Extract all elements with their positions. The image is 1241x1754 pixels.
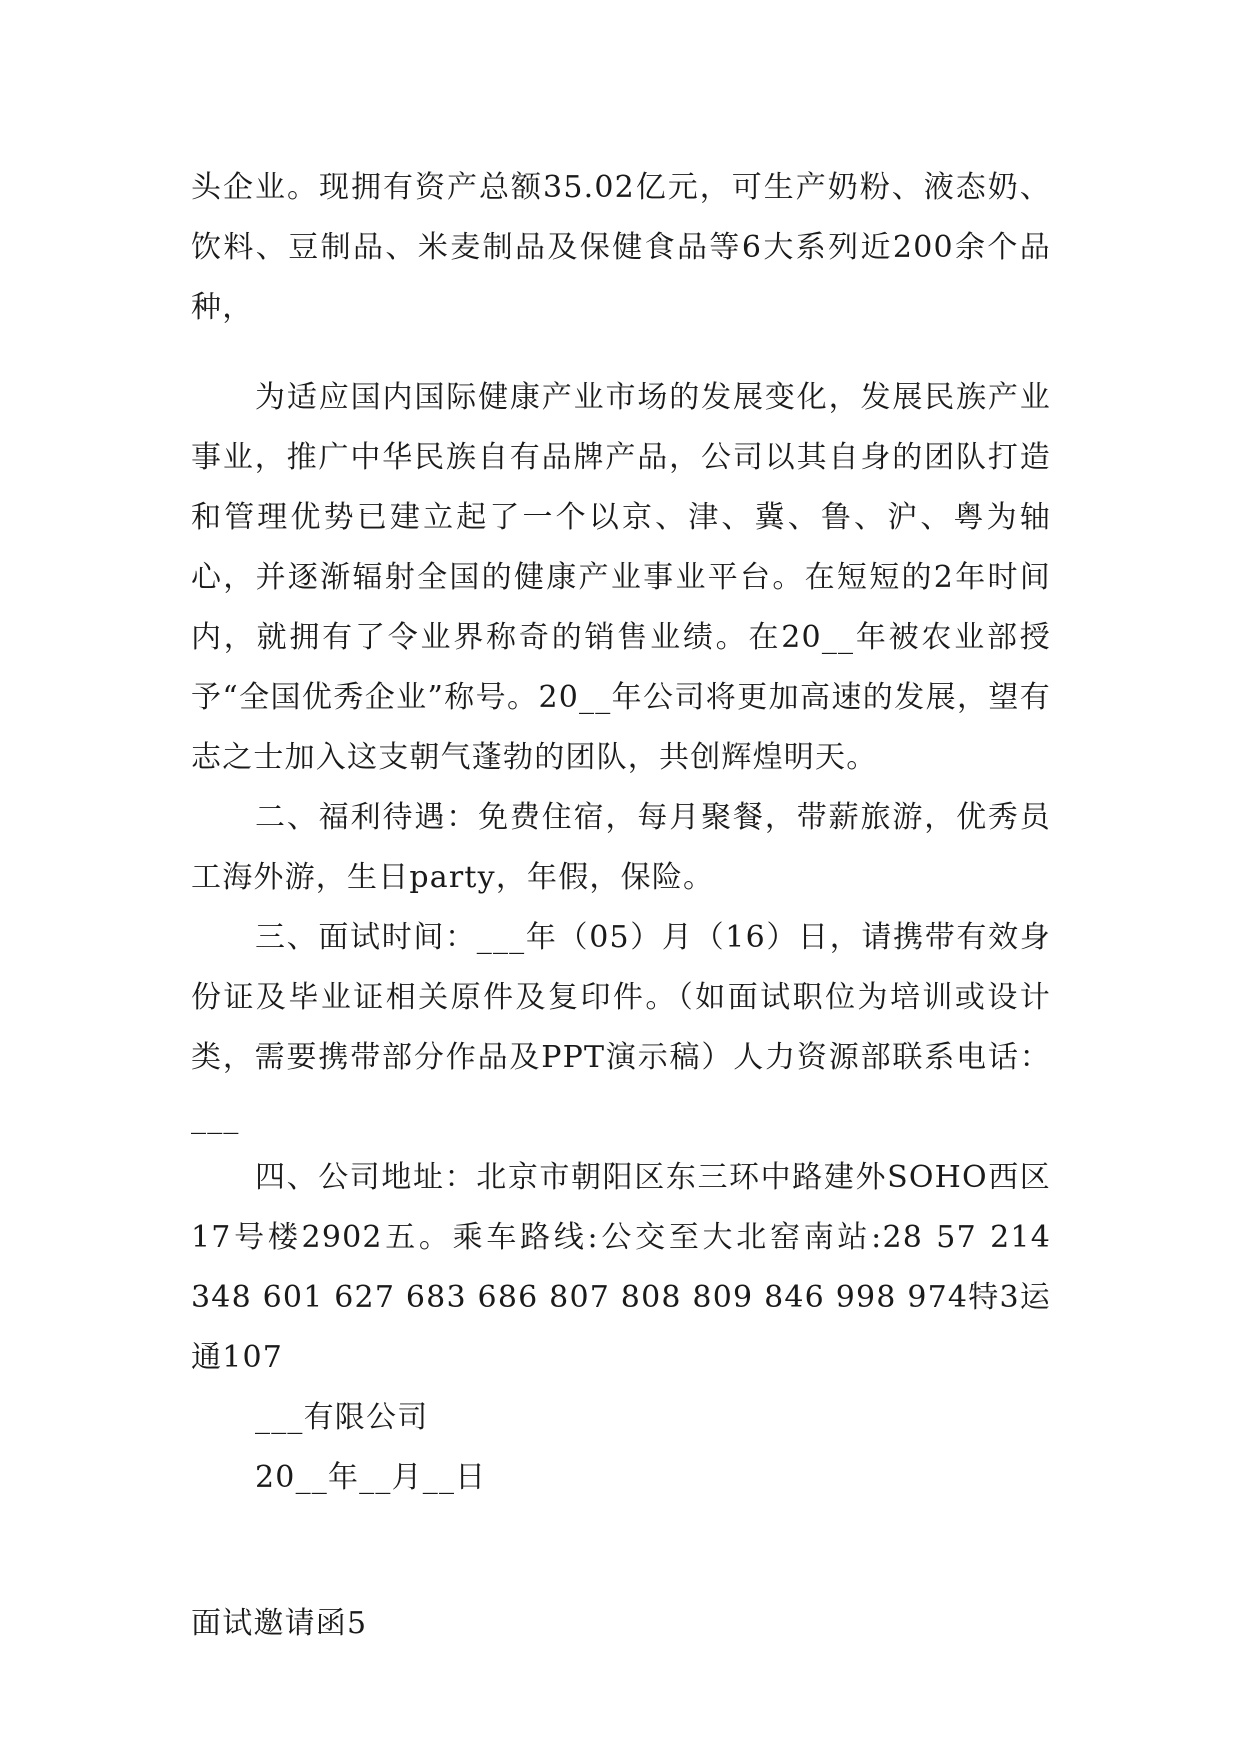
company-address-paragraph: 四、公司地址：北京市朝阳区东三环中路建外SOHO西区17号楼2902五。乘车路线:公交至大北窑南站:28 57 214 348 601 627 683 686 807 808 809 846 998 974特3运通107: [191, 1160, 1051, 1375]
company-signature: ___有限公司: [255, 1400, 429, 1435]
signature-date: 20__年__月__日: [255, 1460, 487, 1495]
company-development-paragraph: 为适应国内国际健康产业市场的发展变化，发展民族产业事业，推广中华民族自有品牌产品，公司以其自身的团队打造和管理优势已建立起了一个以京、津、冀、鲁、沪、粤为轴心，并逐渐辐射全国的健康产业事业平台。在短短的2年时间内，就拥有了令业界称奇的销售业绩。在20__年被农业部授予“全国优秀企业”称号。20__年公司将更加高速的发展，望有志之士加入这支朝气蓬勃的团队，共创辉煌明天。: [191, 380, 1051, 775]
next-section-heading: 面试邀请函5: [191, 1606, 368, 1641]
interview-time-paragraph: 三、面试时间：___年（05）月（16）日，请携带有效身份证及毕业证相关原件及复印件。（如面试职位为培训或设计类，需要携带部分作品及PPT演示稿）人力资源部联系电话：___: [191, 920, 1051, 1135]
company-intro-paragraph: 头企业。现拥有资产总额35.02亿元，可生产奶粉、液态奶、饮料、豆制品、米麦制品及保健食品等6大系列近200余个品种，: [191, 170, 1051, 325]
document-page: [191, 158, 1051, 1654]
benefits-paragraph: 二、福利待遇：免费住宿，每月聚餐，带薪旅游，优秀员工海外游，生日party，年假，保险。: [191, 800, 1051, 895]
